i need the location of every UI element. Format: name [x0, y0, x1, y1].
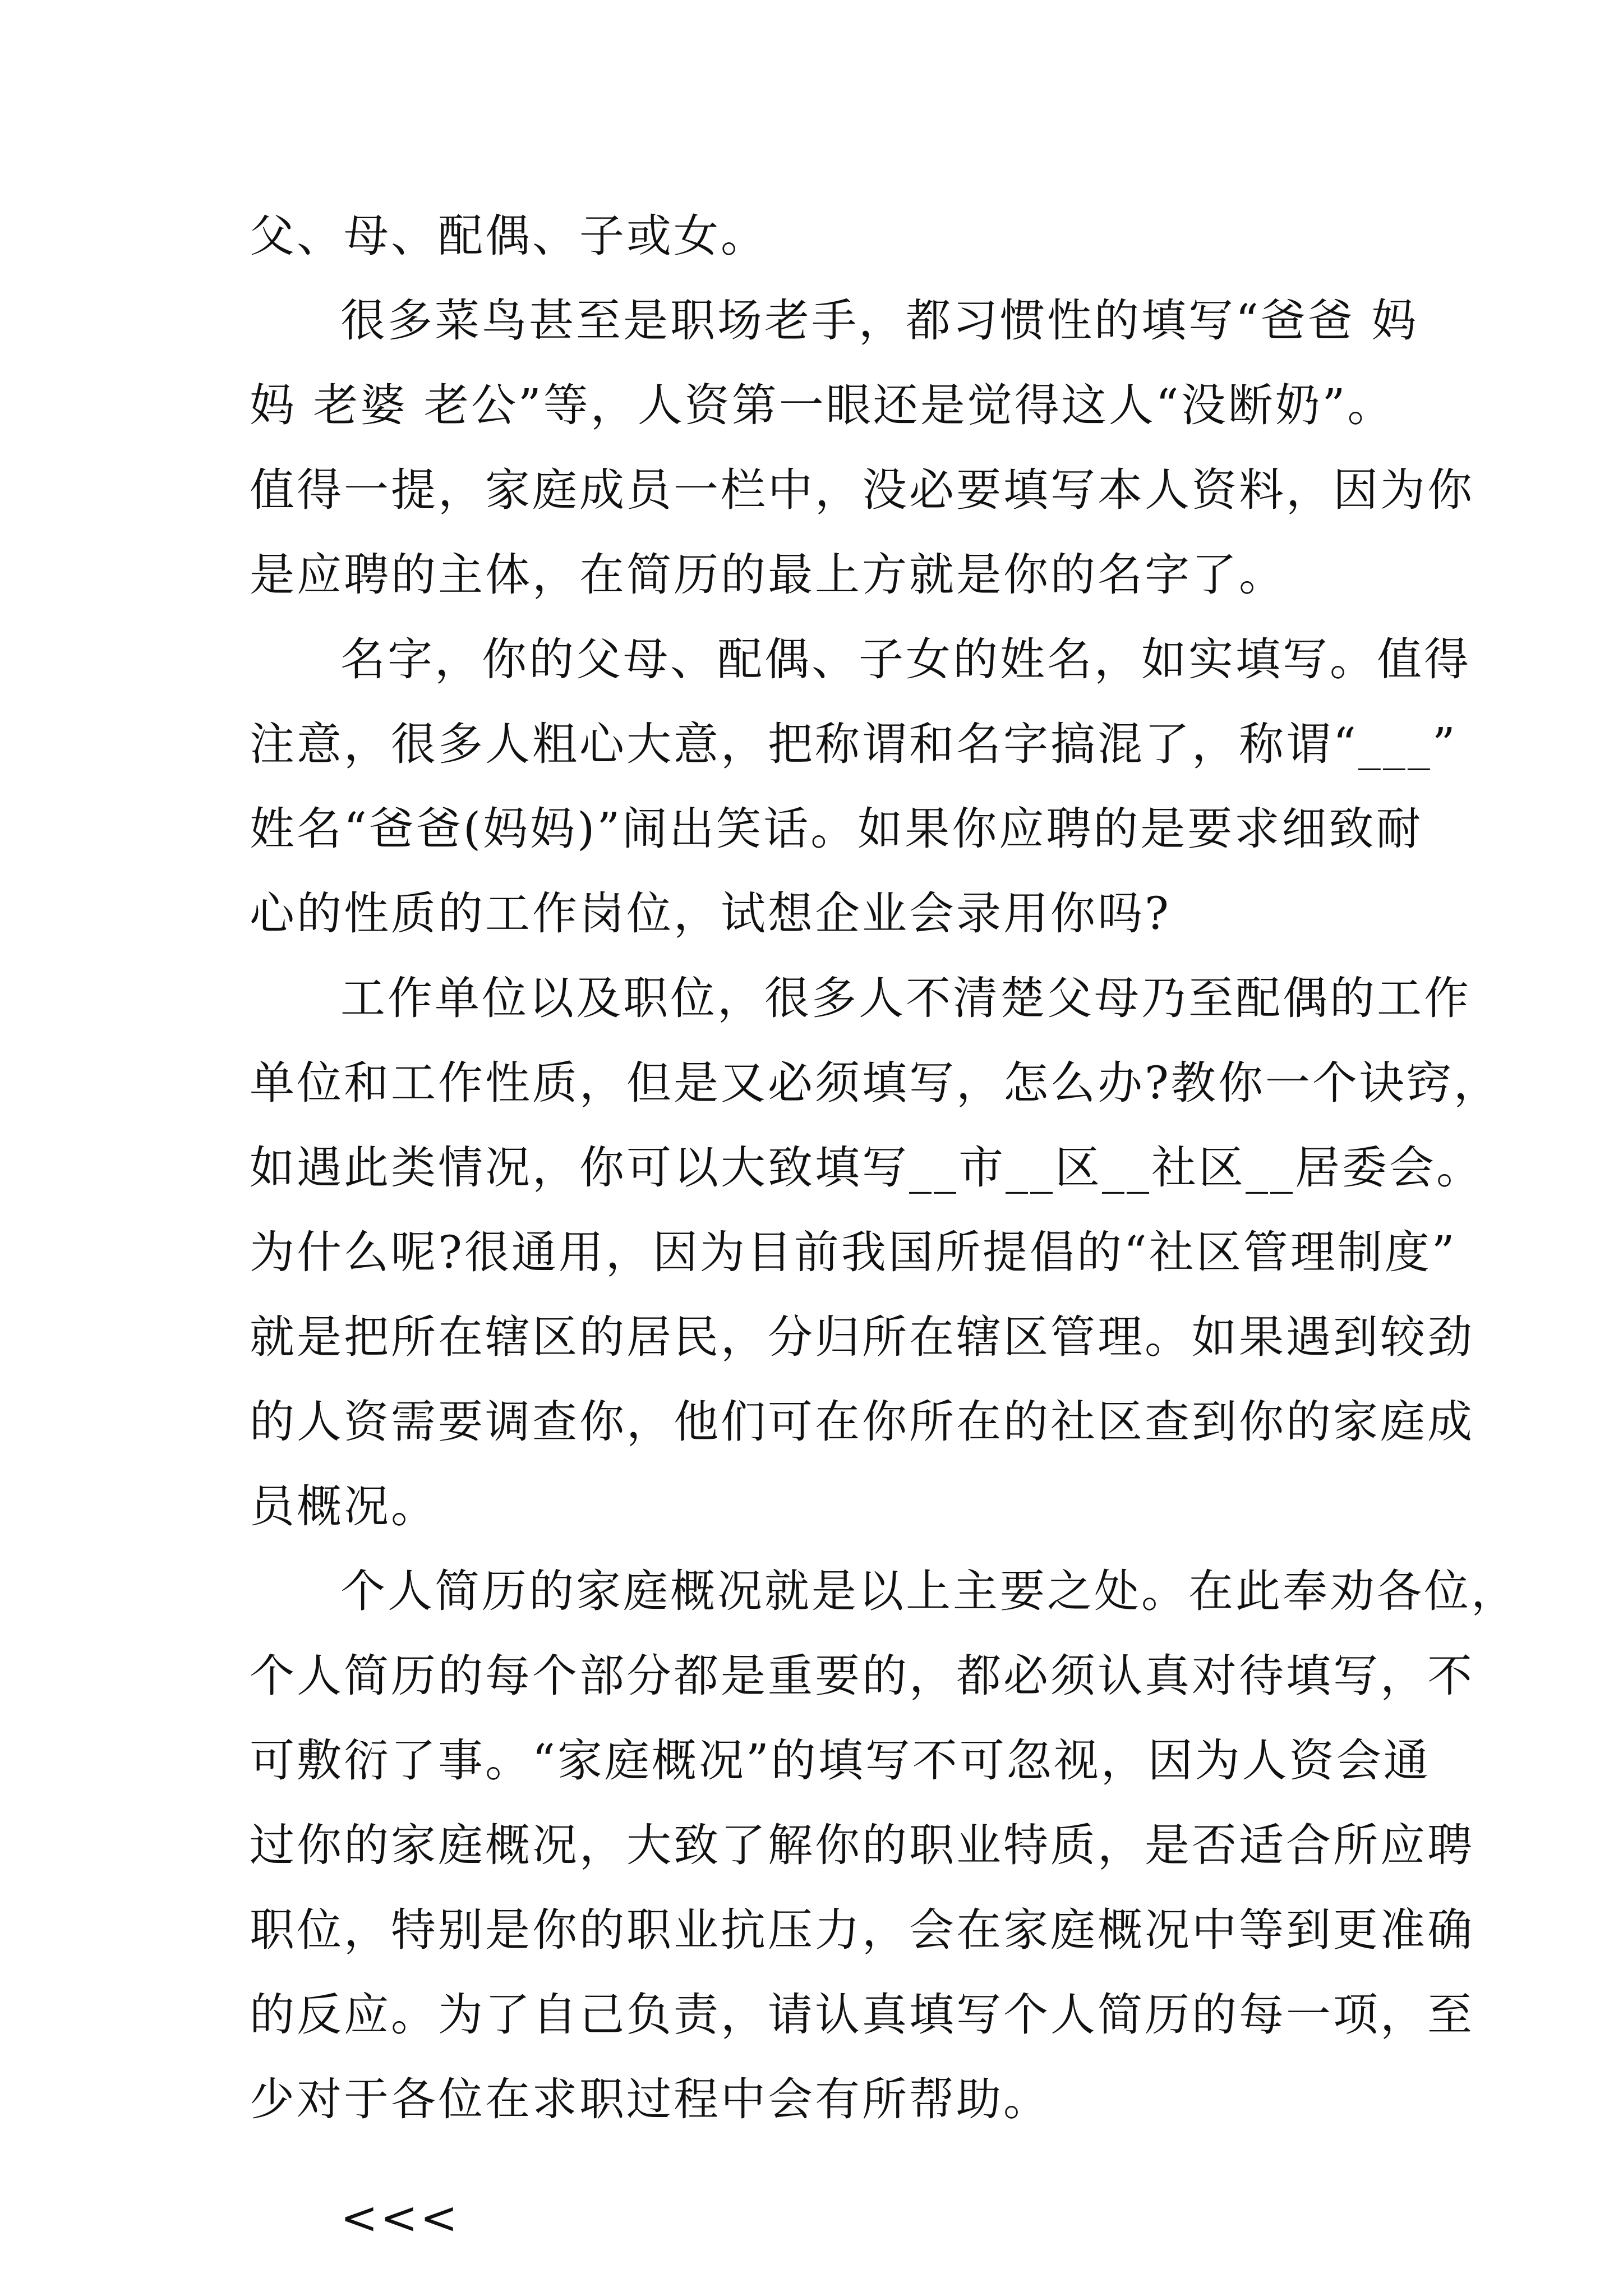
document-body: [250, 194, 1518, 2260]
text-line: 单位和工作性质，但是又必须填写，怎么办?教你一个诀窍，: [250, 1057, 1501, 1109]
text-line: 职位，特别是你的职业抗压力，会在家庭概况中等到更准确: [250, 1904, 1474, 1956]
text-line: 是应聘的主体，在简历的最上方就是你的名字了。: [250, 549, 1286, 601]
paragraph-start-line: 很多菜鸟甚至是职场老手，都习惯性的填写“爸爸 妈: [340, 295, 1419, 347]
paragraph-start-line: 工作单位以及职位，很多人不清楚父母乃至配偶的工作: [340, 972, 1471, 1024]
text-line: 姓名“爸爸(妈妈)”闹出笑话。如果你应聘的是要求细致耐: [250, 803, 1423, 855]
text-line: 值得一提，家庭成员一栏中，没必要填写本人资料，因为你: [250, 464, 1474, 516]
text-line: 少对于各位在求职过程中会有所帮助。: [250, 2073, 1050, 2125]
paragraph-start-line: 个人简历的家庭概况就是以上主要之处。在此奉劝各位，: [340, 1565, 1518, 1617]
text-line: 可敷衍了事。“家庭概况”的填写不可忽视，因为人资会通: [250, 1734, 1431, 1787]
paragraph-start-line: 名字，你的父母、配偶、子女的姓名，如实填写。值得: [340, 633, 1471, 685]
text-line: 如遇此类情况，你可以大致填写__市__区__社区__居委会。: [250, 1142, 1483, 1194]
text-line: 过你的家庭概况，大致了解你的职业特质，是否适合所应聘: [250, 1819, 1474, 1871]
text-line: 个人简历的每个部分都是重要的，都必须认真对待填写，不: [250, 1650, 1474, 1702]
paragraph-gap: [250, 2142, 1382, 2175]
text-line: 为什么呢?很通用，因为目前我国所提倡的“社区管理制度”: [250, 1226, 1457, 1278]
text-line: 员概况。: [250, 1480, 438, 1533]
text-line: 的人资需要调查你，他们可在你所在的社区查到你的家庭成: [250, 1396, 1474, 1448]
text-line: 妈 老婆 老公”等，人资第一眼还是觉得这人“没断奶”。: [250, 379, 1395, 431]
text-line: 心的性质的工作岗位，试想企业会录用你吗?: [250, 887, 1171, 940]
end-marker: <<<: [340, 2192, 460, 2244]
text-line: 的反应。为了自己负责，请认真填写个人简历的每一项，至: [250, 1989, 1474, 2041]
text-line: 父、母、配偶、子或女。: [250, 210, 768, 262]
text-line: 就是把所在辖区的居民，分归所在辖区管理。如果遇到较劲: [250, 1311, 1474, 1363]
text-line: 注意，很多人粗心大意，把称谓和名字搞混了，称谓“___”: [250, 718, 1458, 770]
